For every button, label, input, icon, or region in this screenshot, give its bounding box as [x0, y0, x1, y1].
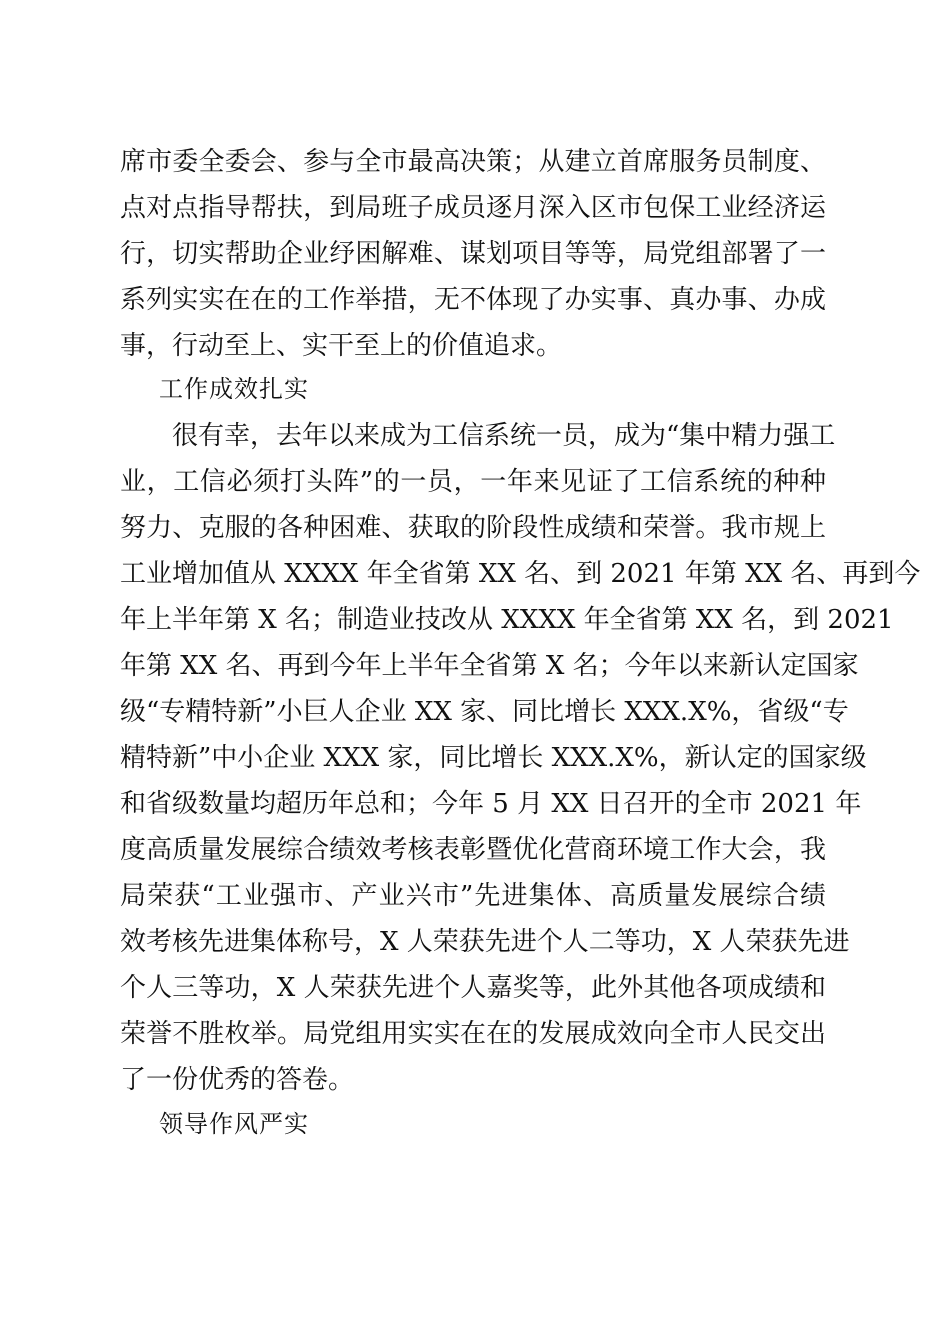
paragraph-line: 行，切实帮助企业纾困解难、谋划项目等等，局党组部署了一: [120, 239, 826, 269]
section-heading: 领导作风严实: [159, 1110, 309, 1138]
paragraph-line: 个人三等功，X 人荣获先进个人嘉奖等，此外其他各项成绩和: [120, 973, 826, 1003]
paragraph-line: 努力、克服的各种困难、获取的阶段性成绩和荣誉。我市规上: [120, 513, 826, 543]
paragraph-line: 了一份优秀的答卷。: [120, 1065, 355, 1095]
paragraph-line: 系列实实在在的工作举措，无不体现了办实事、真办事、办成: [120, 285, 826, 315]
paragraph-line: 事，行动至上、实干至上的价值追求。: [120, 331, 563, 361]
paragraph-line: 和省级数量均超历年总和；今年 5 月 XX 日召开的全市 2021 年: [120, 789, 862, 819]
paragraph-line: 精特新”中小企业 XXX 家，同比增长 XXX.X%，新认定的国家级: [120, 743, 867, 773]
paragraph-line: 效考核先进集体称号，X 人荣获先进个人二等功，X 人荣获先进: [120, 927, 850, 957]
paragraph-line: 点对点指导帮扶，到局班子成员逐月深入区市包保工业经济运: [120, 193, 826, 223]
paragraph-line: 业，工信必须打头阵”的一员，一年来见证了工信系统的种种: [120, 467, 826, 497]
paragraph-line: 年上半年第 X 名；制造业技改从 XXXX 年全省第 XX 名，到 2021: [120, 605, 894, 635]
paragraph-line: 工业增加值从 XXXX 年全省第 XX 名、到 2021 年第 XX 名、再到今: [120, 559, 921, 589]
paragraph-line: 年第 XX 名、再到今年上半年全省第 X 名；今年以来新认定国家: [120, 651, 859, 681]
paragraph-line: 度高质量发展综合绩效考核表彰暨优化营商环境工作大会，我: [120, 835, 826, 865]
paragraph-line: 局荣获“工业强市、产业兴市”先进集体、高质量发展综合绩: [120, 881, 826, 911]
paragraph-line: 席市委全委会、参与全市最高决策；从建立首席服务员制度、: [120, 147, 826, 177]
paragraph-line: 级“专精特新”小巨人企业 XX 家、同比增长 XXX.X%，省级“专: [120, 697, 849, 727]
section-heading: 工作成效扎实: [159, 375, 309, 403]
paragraph-line: 很有幸，去年以来成为工信系统一员，成为“集中精力强工: [120, 421, 836, 451]
paragraph-line: 荣誉不胜枚举。局党组用实实在在的发展成效向全市人民交出: [120, 1019, 826, 1049]
